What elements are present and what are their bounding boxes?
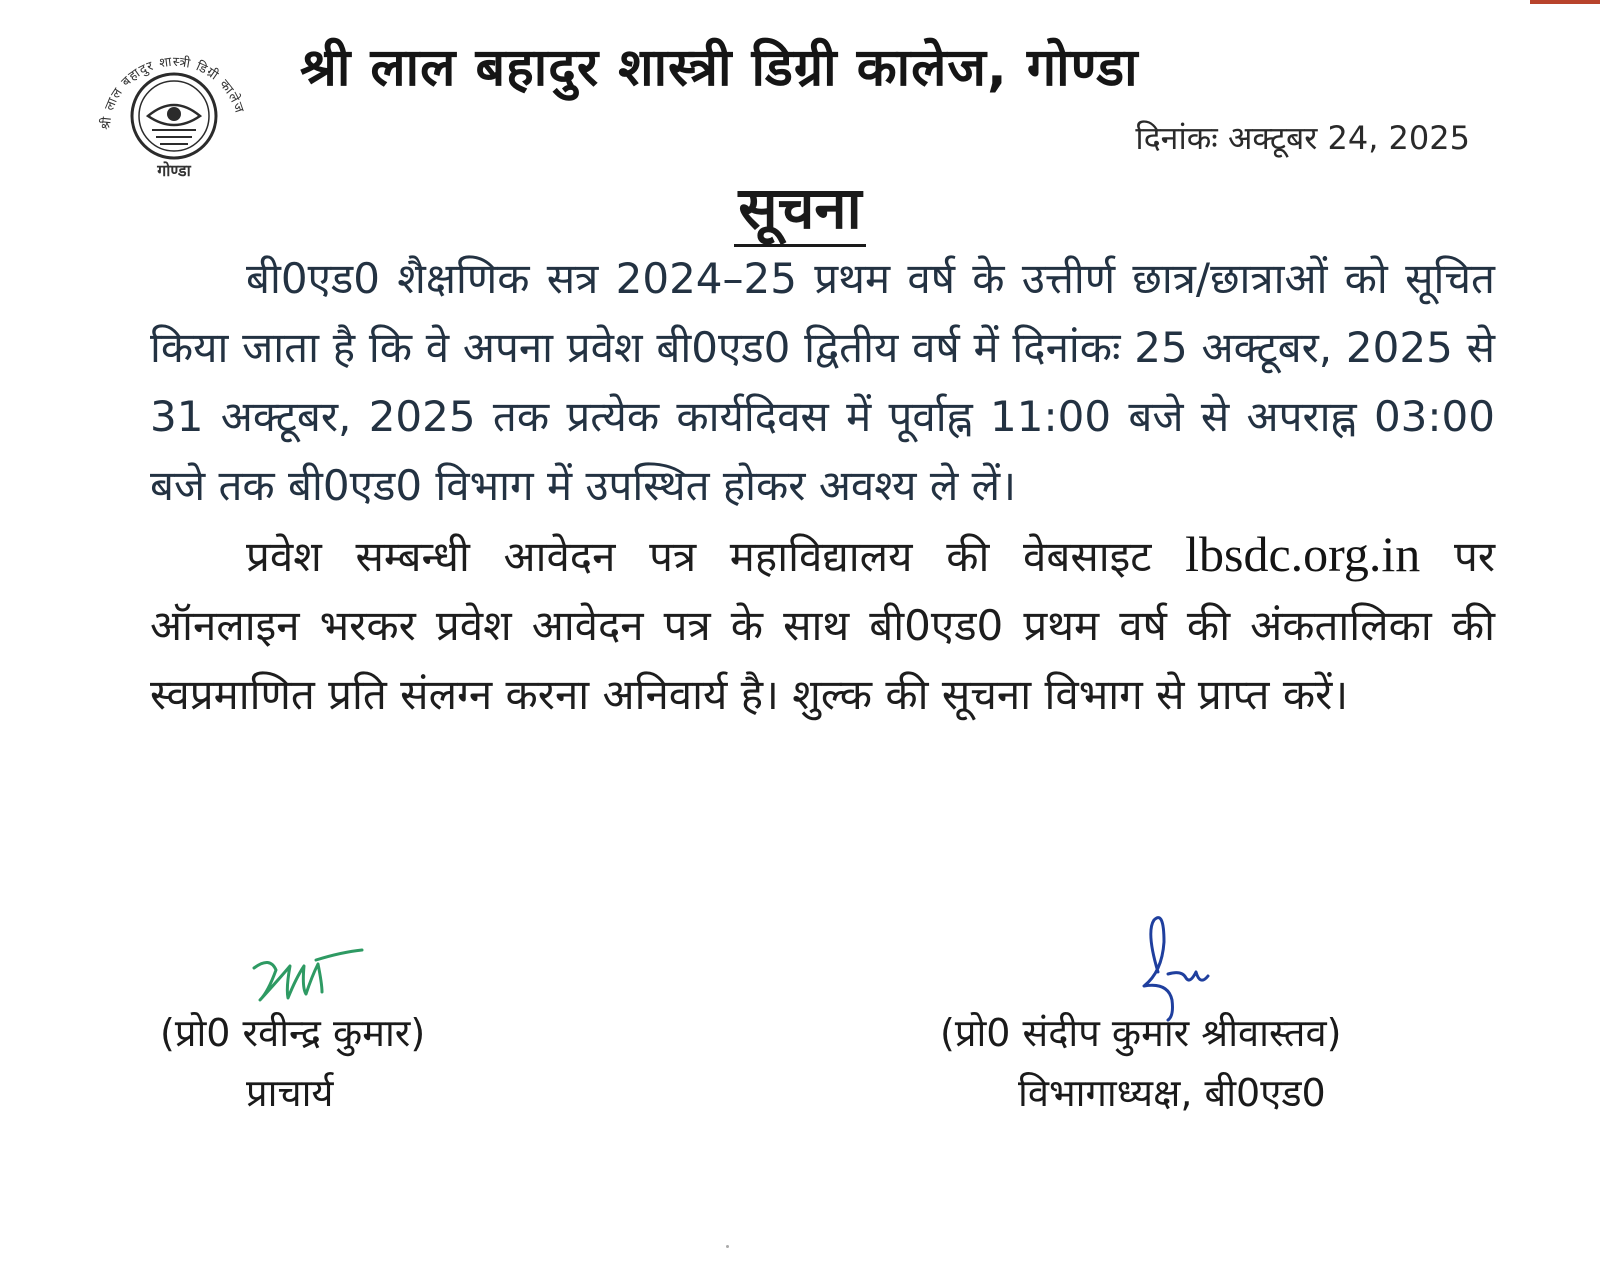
notice-paragraph-1: बी0एड0 शैक्षणिक सत्र 2024–25 प्रथम वर्ष के उत्तीर्ण छात्र/छात्राओं को सूचित किया जाता है कि वे अपना प्रवेश बी0एड0 द्वितीय वर्ष में दिनांकः 25 अक्टूबर, 2025 से 31 अक्टूबर, 2025 तक प्रत्येक कार्यदिवस में पूर्वाह्न 11:00 बजे से अपराह्न 03:00 बजे तक बी0एड0 विभाग में उपस्थित होकर अवश्य ले लें। <box>150 254 1495 510</box>
notice-paragraph-2 <box>150 520 1495 729</box>
website-link[interactable]: lbsdc.org.in <box>1185 526 1421 582</box>
corner-mark <box>1530 0 1600 4</box>
svg-text:गोण्डा: गोण्डा <box>157 161 191 180</box>
paragraph-2-lead: प्रवेश सम्बन्धी आवेदन पत्र महाविद्यालय की वेबसाइट <box>246 532 1152 581</box>
hod-name: (प्रो0 संदीप कुमार श्रीवास्तव) <box>940 1011 1342 1055</box>
hod-block <box>940 1003 1500 1123</box>
notice-title-text: सूचना <box>734 174 865 247</box>
hod-role: विभागाध्यक्ष, बी0एड0 <box>1018 1071 1326 1115</box>
notice-date: दिनांकः अक्टूबर 24, 2025 <box>1135 119 1470 157</box>
college-name: श्री लाल बहादुर शास्त्री डिग्री कालेज, गोण्डा <box>300 38 1139 98</box>
paragraph-2-tail: पर ऑनलाइन भरकर प्रवेश आवेदन पत्र के साथ बी0एड0 प्रथम वर्ष की अंकतालिका की स्वप्रमाणित प्रति संलग्न करना अनिवार्य है। शुल्क की सूचना विभाग से प्राप्त करें। <box>150 532 1496 719</box>
scan-dot <box>726 1245 729 1248</box>
principal-role: प्राचार्य <box>246 1071 334 1115</box>
notice-title <box>0 166 1600 245</box>
notice-body <box>150 244 1495 729</box>
seal-text: श्री लाल बहादुर शास्त्री डिग्री कालेज <box>98 54 247 131</box>
principal-name: (प्रो0 रवीन्द्र कुमार) <box>160 1011 426 1055</box>
principal-block <box>160 1003 540 1123</box>
